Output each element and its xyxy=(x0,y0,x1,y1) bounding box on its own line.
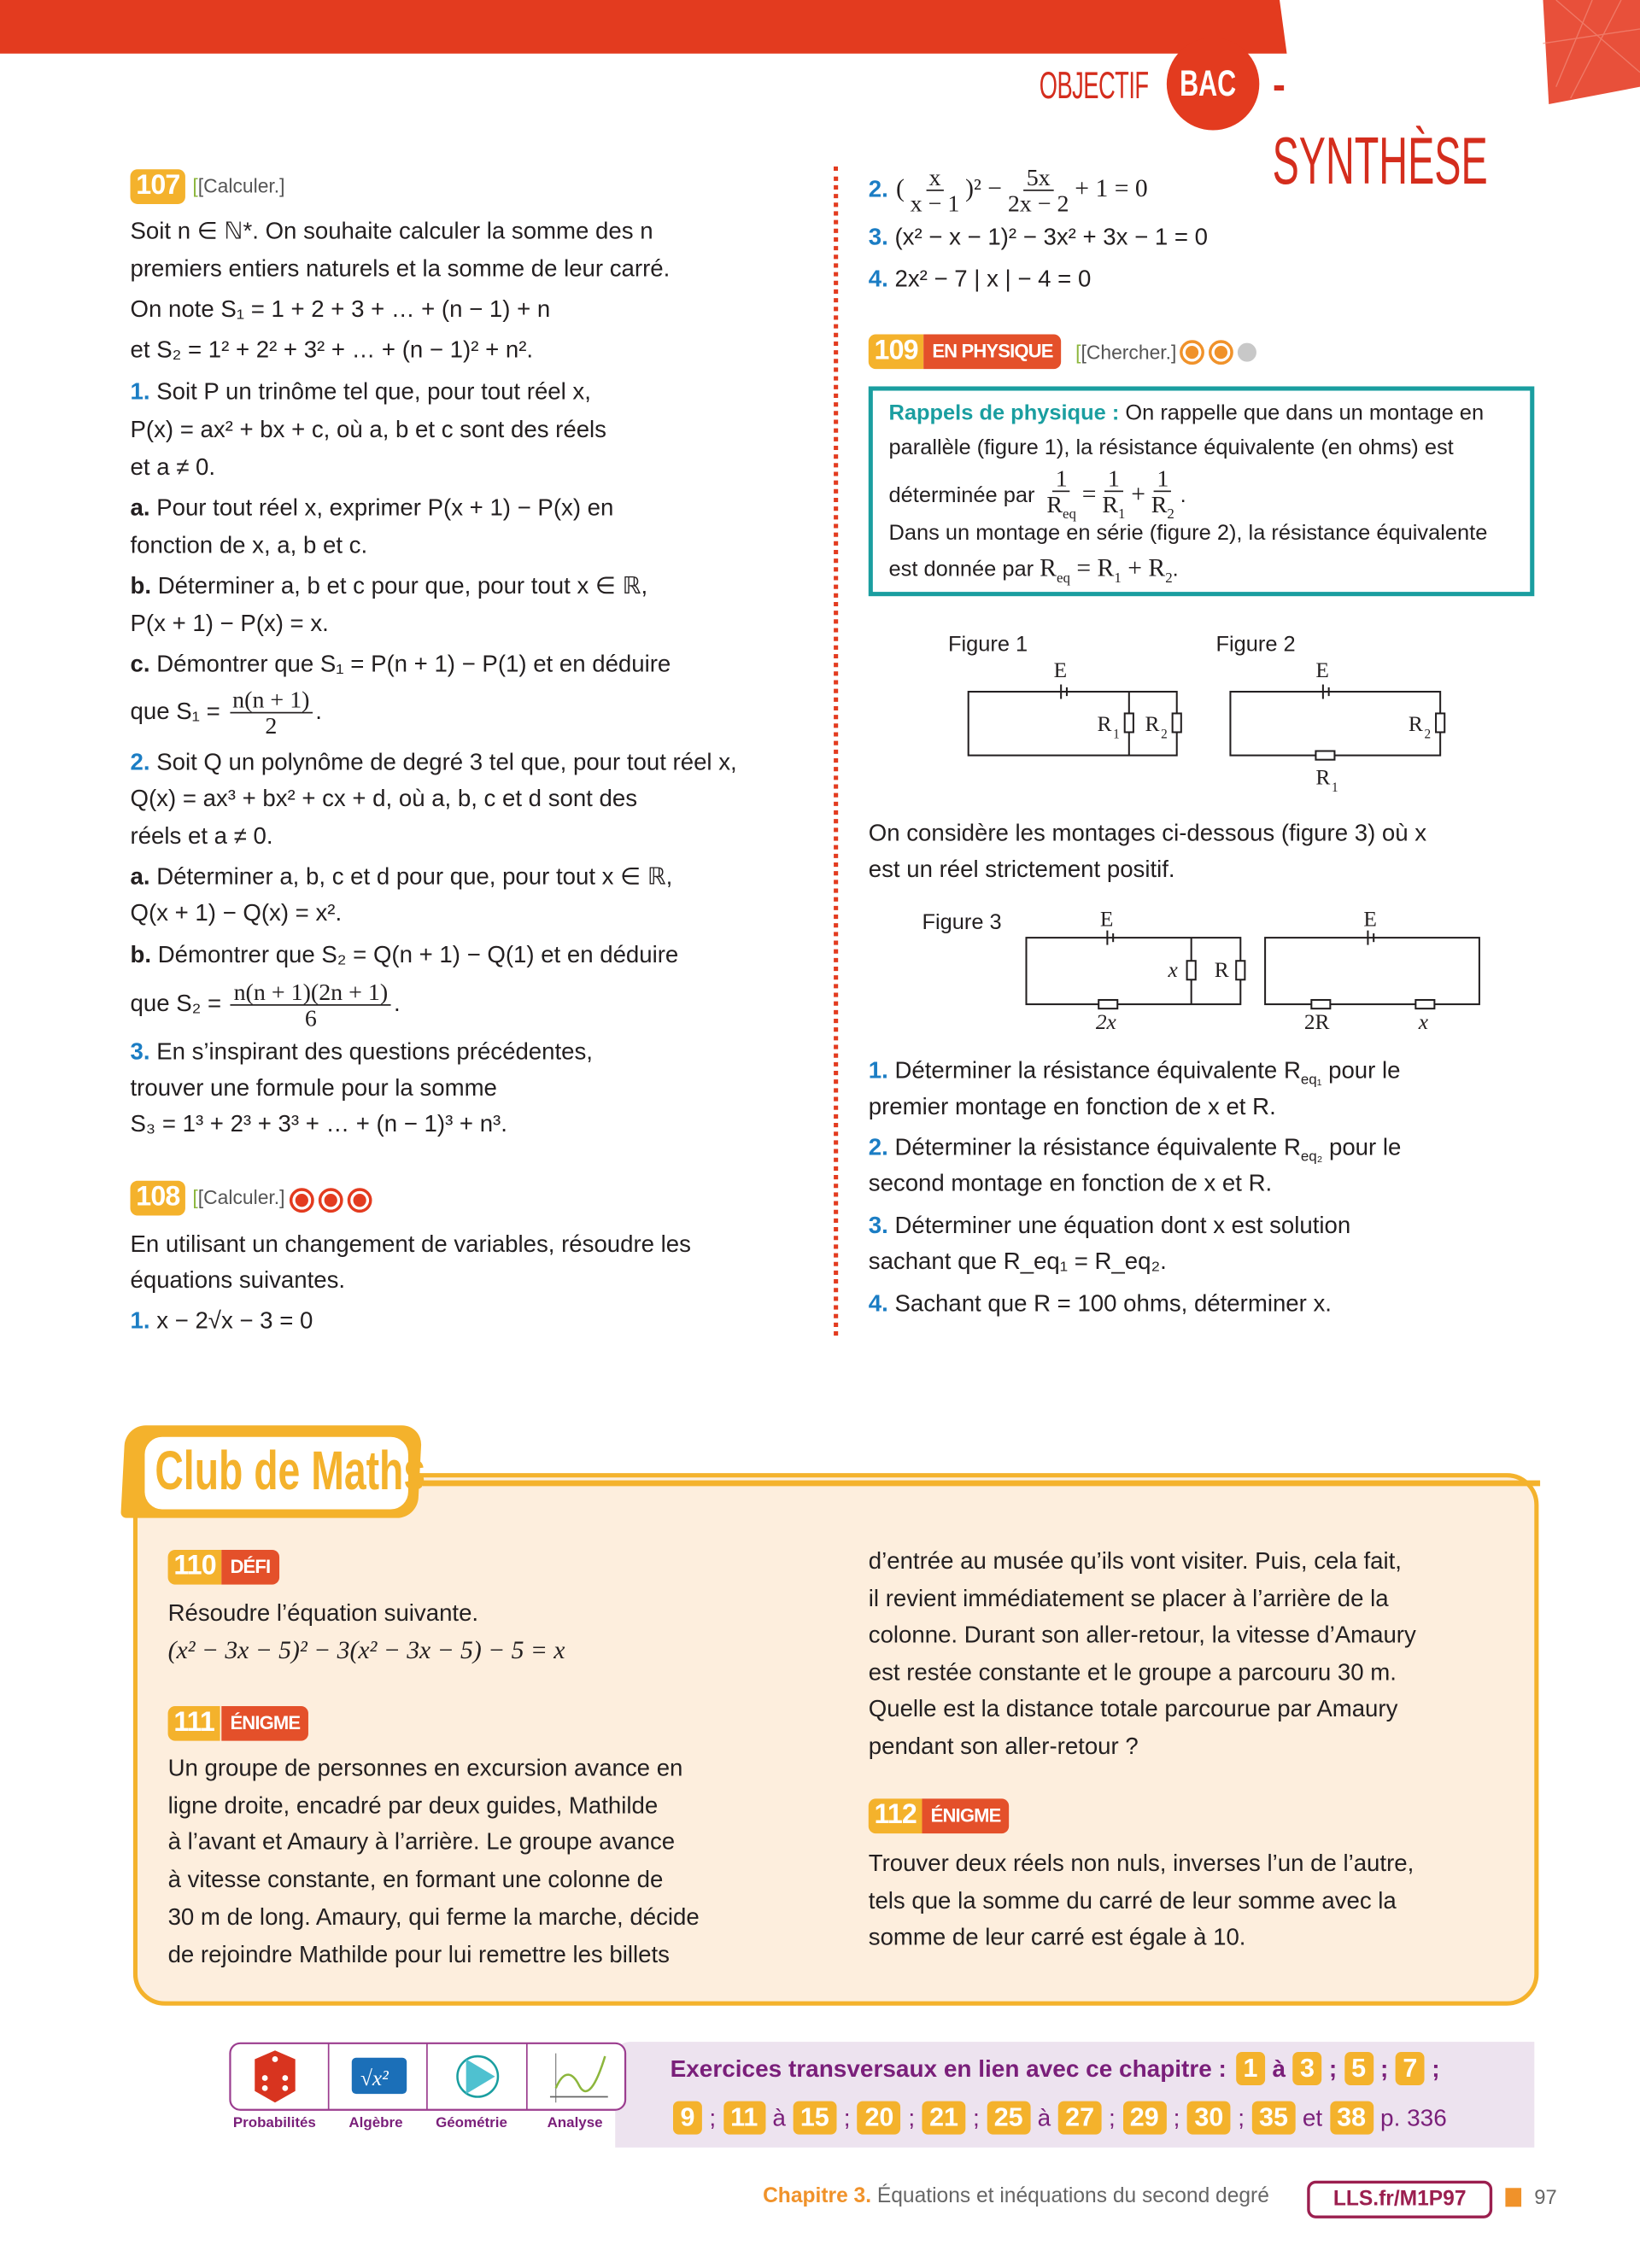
sub: 2 xyxy=(1424,727,1432,742)
exercise-link-chip[interactable]: 25 xyxy=(987,2101,1030,2135)
text-line: Trouver deux réels non nuls, inverses l’un de l’autre, xyxy=(868,1850,1414,1877)
text: déterminée par xyxy=(888,483,1035,508)
numerator: n(n + 1) xyxy=(230,687,313,714)
question-text: trouver une formule pour la somme xyxy=(130,1075,497,1102)
exercise-link-chip[interactable]: 21 xyxy=(922,2101,966,2135)
square-root-icon xyxy=(352,2058,407,2094)
theme-label: Probabilités xyxy=(232,2115,316,2132)
sub: 1 xyxy=(1332,780,1338,795)
text: est donnée par xyxy=(888,557,1034,582)
objectif-label: OBJECTIF xyxy=(1039,63,1149,108)
numerator: 1 xyxy=(1154,466,1172,493)
denominator: 2 xyxy=(265,711,278,739)
bac-badge: BAC xyxy=(1180,63,1237,105)
page-marker xyxy=(1505,2188,1521,2207)
footer-chapter xyxy=(763,2185,1269,2208)
exercise-number-110: 110 xyxy=(168,1550,222,1585)
text-line xyxy=(869,1168,1272,1200)
theme-label: Analyse xyxy=(547,2115,603,2132)
category-badge: DÉFI xyxy=(221,1550,278,1585)
question-text: x − 2√x − 3 = 0 xyxy=(149,1307,313,1335)
text-line xyxy=(869,1246,1167,1277)
resistor-label: x xyxy=(1168,957,1178,982)
numerator: 5x xyxy=(1023,165,1053,191)
text-line: colonne. Durant son aller-retour, la vitesse d’Amaury xyxy=(868,1622,1416,1649)
text-line xyxy=(131,1229,691,1260)
r: R xyxy=(1148,552,1166,582)
text-line: somme de leur carré est égale à 10. xyxy=(868,1924,1246,1951)
tag-text: [Chercher.] xyxy=(1081,341,1177,364)
question-number: 3. xyxy=(130,1038,150,1066)
text-line: à vitesse constante, en formant une colonne de xyxy=(167,1867,664,1893)
equation: (x² − 3x − 5)² − 3(x² − 3x − 5) − 5 = x xyxy=(167,1634,565,1664)
category-badge: ÉNIGME xyxy=(922,1798,1009,1833)
question-text: (x² − x − 1)² − 3x² + 3x − 1 = 0 xyxy=(887,224,1209,251)
question-text: pour le xyxy=(1321,1057,1401,1084)
question-text: Soit n ∈ ℕ*. On souhaite calculer la somme des n xyxy=(130,218,653,245)
text: = xyxy=(1081,479,1097,508)
question-text: On note S₁ = 1 + 2 + 3 + … + (n − 1) + n xyxy=(130,296,551,323)
question-number: a. xyxy=(130,863,150,891)
question-text: Déterminer a, b, c et d pour que, pour tout x ∈ ℝ, xyxy=(149,863,673,891)
text-line: 30 m de long. Amaury, qui ferme la marche, décide xyxy=(167,1903,700,1931)
r: R xyxy=(1097,552,1115,582)
text-line: est un réel strictement positif. xyxy=(868,856,1175,883)
difficulty-dot xyxy=(319,1189,343,1213)
circuit-figure-3b xyxy=(1265,938,1479,1004)
exercise-number-109: 109 xyxy=(869,334,924,369)
sub: eq xyxy=(1063,506,1077,523)
transversal-title: Exercices transversaux en lien avec ce chapitre : xyxy=(670,2056,1227,2083)
text-line: ligne droite, encadré par deux guides, Mathilde xyxy=(167,1792,659,1819)
separator: ; xyxy=(1380,2056,1389,2083)
resistor-label: R xyxy=(1315,765,1331,790)
chapter-number: Chapitre 3. xyxy=(763,2184,872,2208)
separator: ; xyxy=(1328,2056,1338,2083)
text-line xyxy=(131,1108,507,1140)
separator: à xyxy=(772,2105,786,2132)
question-number: 3. xyxy=(868,1213,888,1239)
question-text: 2x² − 7 | x | − 4 = 0 xyxy=(887,266,1092,293)
difficulty-dot xyxy=(348,1189,372,1213)
box-line: parallèle (figure 1), la résistance équivalente (en ohms) est xyxy=(888,435,1454,460)
geometry-icon xyxy=(457,2056,497,2096)
question-text: En utilisant un changement de variables, résoudre les xyxy=(130,1231,691,1258)
separator: ; xyxy=(972,2105,980,2132)
text-line xyxy=(869,1210,1350,1242)
text-line: est restée constante et le groupe a parcouru 30 m. xyxy=(868,1658,1397,1686)
theme-icons xyxy=(229,2042,627,2111)
question-text: Déterminer la résistance équivalente R xyxy=(887,1057,1301,1084)
separator: à xyxy=(1037,2105,1051,2132)
figure-1-label: Figure 1 xyxy=(947,632,1028,657)
chapter-title: Équations et inéquations du second degré xyxy=(871,2184,1269,2208)
exercise-link-chip[interactable]: 20 xyxy=(858,2101,901,2135)
question-text: P(x) = ax² + bx + c, où a, b et c sont des réels xyxy=(130,417,606,443)
t: = xyxy=(1076,552,1092,582)
resistor-label: 2R xyxy=(1303,1009,1330,1034)
sub: 1 xyxy=(1117,506,1126,523)
question-number: 2. xyxy=(130,749,150,776)
exercise-number-108: 108 xyxy=(131,1181,186,1216)
exercise-number-112: 112 xyxy=(869,1798,922,1833)
transversal-row-2 xyxy=(671,2101,1451,2135)
question-number: 1. xyxy=(868,1057,888,1084)
question-text: Sachant que R = 100 ohms, déterminer x. xyxy=(887,1290,1332,1318)
question-text: fonction de x, a, b et c. xyxy=(130,532,368,559)
text-line: Résoudre l’équation suivante. xyxy=(167,1600,479,1627)
question-text: P(x + 1) − P(x) = x. xyxy=(130,611,329,637)
theme-label: Algèbre xyxy=(348,2115,403,2132)
text-line: d’entrée au musée qu’ils vont visiter. Puis, cela fait, xyxy=(868,1548,1402,1575)
question-number: b. xyxy=(130,573,152,599)
exercise-tag: [[Chercher.] xyxy=(1075,341,1177,364)
separator: ; xyxy=(908,2105,916,2132)
subscript: eq₂ xyxy=(1300,1149,1323,1166)
text: . xyxy=(1180,483,1186,508)
sub: eq xyxy=(1056,570,1070,587)
text-line xyxy=(131,1306,313,1337)
question-number: 1. xyxy=(130,1307,150,1335)
resistor-label: x xyxy=(1418,1009,1429,1034)
exercise-link-chip[interactable]: 38 xyxy=(1330,2101,1374,2135)
difficulty-indicator xyxy=(290,1188,377,1214)
sub: 2 xyxy=(1165,570,1173,587)
svg-text:√x²: √x² xyxy=(360,2066,389,2090)
text: que S₁ = xyxy=(130,699,227,725)
box-line: Dans un montage en série (figure 2), la résistance équivalente xyxy=(888,521,1488,546)
text-line: Quelle est la distance totale parcourue par Amaury xyxy=(868,1696,1398,1722)
question-number: b. xyxy=(130,942,152,968)
question-text: Déterminer une équation dont x est solution xyxy=(887,1213,1351,1239)
question-text: Pour tout réel x, exprimer P(x + 1) − P(x) en xyxy=(149,494,614,522)
figure-2-label: Figure 2 xyxy=(1215,632,1296,657)
exercise-link-chip[interactable]: 5 xyxy=(1344,2052,1374,2085)
box-title: Rappels de physique : xyxy=(888,400,1120,426)
separator: p. 336 xyxy=(1380,2105,1447,2132)
question-text: pour le xyxy=(1322,1134,1402,1161)
question-number: c. xyxy=(130,651,150,678)
question-text: équations suivantes. xyxy=(130,1267,346,1294)
club-title: Club de Maths xyxy=(155,1441,426,1503)
denominator: 2x − 2 xyxy=(1007,189,1069,218)
exercise-link-chip[interactable]: 29 xyxy=(1122,2101,1166,2135)
text-line: à l’avant et Amaury à l’arrière. Le groupe avance xyxy=(167,1829,676,1856)
numerator: x xyxy=(926,165,944,191)
text: )² − xyxy=(965,173,1003,202)
category-badge: EN PHYSIQUE xyxy=(923,334,1062,369)
question-text: Déterminer la résistance équivalente R xyxy=(887,1134,1301,1161)
category-badge: ÉNIGME xyxy=(221,1706,308,1741)
generator-label: E xyxy=(1053,658,1068,683)
r: R xyxy=(1040,552,1057,582)
tag-text: [Calculer.] xyxy=(197,175,285,197)
r: R xyxy=(1046,490,1063,518)
text-line: pendant son aller-retour ? xyxy=(868,1733,1139,1759)
denominator: 6 xyxy=(304,1004,317,1032)
text: . xyxy=(393,991,401,1017)
t: + xyxy=(1128,552,1142,582)
question-text: Démontrer que S₂ = Q(n + 1) − Q(1) et en déduire xyxy=(151,942,679,968)
generator-label: E xyxy=(1099,907,1114,932)
resistor-label: R xyxy=(1214,957,1229,982)
text-line xyxy=(869,1091,1276,1123)
sub: 1 xyxy=(1114,570,1122,587)
question-text: S₃ = 1³ + 2³ + 3³ + … + (n − 1)³ + n³. xyxy=(130,1111,507,1137)
resistor-label: R xyxy=(1145,711,1160,736)
question-text: sachant que R_eq₁ = R_eq₂. xyxy=(868,1248,1167,1275)
question-text: En s’inspirant des questions précédentes, xyxy=(149,1038,593,1066)
exercise-link-chip[interactable]: 35 xyxy=(1252,2101,1296,2135)
separator: et xyxy=(1302,2105,1323,2132)
exercise-link-chip[interactable]: 30 xyxy=(1187,2101,1231,2135)
separator: ; xyxy=(709,2105,717,2132)
numerator: 1 xyxy=(1052,466,1070,493)
exercise-number-107: 107 xyxy=(131,169,186,204)
subscript: eq₁ xyxy=(1300,1073,1322,1089)
separator: ; xyxy=(1432,2056,1440,2083)
text: On rappelle que dans un montage en xyxy=(1119,400,1485,426)
question-text: premiers entiers naturels et la somme de leur carré. xyxy=(130,255,671,283)
question-number: 2. xyxy=(868,176,888,203)
text: + xyxy=(1131,479,1145,508)
question-text: Q(x + 1) − Q(x) = x². xyxy=(130,900,343,926)
numerator: 1 xyxy=(1104,466,1122,493)
theme-label: Géométrie xyxy=(436,2115,507,2132)
question-number: 3. xyxy=(868,224,888,251)
text-line: de rejoindre Mathilde pour lui remettre les billets xyxy=(167,1941,670,1967)
text-line: Un groupe de personnes en excursion avance en xyxy=(167,1755,683,1782)
separator: ; xyxy=(1108,2105,1116,2132)
page-number: 97 xyxy=(1534,2184,1557,2208)
exercise-link-chip[interactable]: 15 xyxy=(793,2101,836,2135)
sub: 2 xyxy=(1161,727,1168,742)
generator-label: E xyxy=(1315,658,1329,683)
exercise-link-chip[interactable]: 3 xyxy=(1292,2052,1321,2085)
question-text: Déterminer a, b et c pour que, pour tout x ∈ ℝ, xyxy=(151,573,648,599)
difficulty-dot xyxy=(290,1189,314,1213)
text: ( xyxy=(895,173,905,202)
resistor-label: R xyxy=(1097,711,1112,736)
figure-3-label: Figure 3 xyxy=(922,909,1002,934)
exercise-tag: [[Calculer.] xyxy=(192,1186,285,1209)
question-number: 4. xyxy=(868,1290,888,1318)
exercise-link-chip[interactable]: 7 xyxy=(1396,2052,1425,2085)
question-text: Soit P un trinôme tel que, pour tout réel x, xyxy=(149,378,591,406)
exercise-link-chip[interactable]: 27 xyxy=(1058,2101,1102,2135)
text-line: il revient immédiatement se placer à l’arrière de la xyxy=(868,1585,1389,1611)
circuit-diagrams xyxy=(0,0,1640,1100)
circuit-figure-3a xyxy=(1026,938,1240,1004)
question-text: Q(x) = ax³ + bx² + cx + d, où a, b, c et d sont des xyxy=(130,786,638,812)
text-line xyxy=(869,1288,1332,1319)
text-line: On considère les montages ci-dessous (figure 3) où x xyxy=(868,820,1427,847)
denominator: x − 1 xyxy=(910,189,960,218)
text: . xyxy=(315,699,322,725)
sub: 1 xyxy=(1113,727,1120,742)
divider xyxy=(423,1481,1540,1487)
question-number: 4. xyxy=(868,266,888,293)
question-number: 2. xyxy=(868,1134,888,1161)
tag-text: [Calculer.] xyxy=(197,1186,285,1209)
text: que S₂ = xyxy=(130,991,228,1017)
text-line xyxy=(131,1265,346,1296)
transversal-row-1 xyxy=(671,2052,1444,2085)
exercise-number-111: 111 xyxy=(168,1706,220,1741)
question-text: et a ≠ 0. xyxy=(130,454,216,481)
numerator: n(n + 1)(2n + 1) xyxy=(231,979,390,1006)
question-text: et S₂ = 1² + 2² + 3² + … + (n − 1)² + n². xyxy=(130,336,534,364)
sub: 2 xyxy=(1167,506,1174,523)
question-text: Démontrer que S₁ = P(n + 1) − P(1) et en déduire xyxy=(149,651,671,678)
lls-link[interactable]: LLS.fr/M1P97 xyxy=(1307,2181,1492,2218)
text-line: tels que la somme du carré de leur somme avec la xyxy=(868,1887,1397,1914)
separator: ; xyxy=(1238,2105,1245,2132)
generator-label: E xyxy=(1363,907,1377,932)
separator: ; xyxy=(843,2105,851,2132)
synthese-title: - SYNTHÈSE xyxy=(1272,44,1488,199)
question-text: Soit Q un polynôme de degré 3 tel que, pour tout réel x, xyxy=(149,749,737,776)
question-number: 1. xyxy=(130,378,150,406)
resistor-label: 2x xyxy=(1095,1009,1116,1034)
t: . xyxy=(1172,557,1179,582)
question-text: second montage en fonction de x et R. xyxy=(868,1170,1273,1197)
exercise-link-chip[interactable]: 11 xyxy=(723,2101,765,2135)
question-text: premier montage en fonction de x et R. xyxy=(868,1094,1276,1120)
r: R xyxy=(1151,490,1168,518)
resistor-label: R xyxy=(1408,711,1423,736)
exercise-link-chip[interactable]: 1 xyxy=(1236,2052,1265,2085)
text: + 1 = 0 xyxy=(1075,173,1148,202)
question-number: a. xyxy=(130,494,150,522)
r: R xyxy=(1102,490,1118,518)
exercise-link-chip[interactable]: 9 xyxy=(673,2101,702,2135)
separator: ; xyxy=(1173,2105,1180,2132)
question-text: réels et a ≠ 0. xyxy=(130,823,273,850)
separator: à xyxy=(1272,2056,1286,2083)
exercise-tag: [[Calculer.] xyxy=(192,175,285,197)
